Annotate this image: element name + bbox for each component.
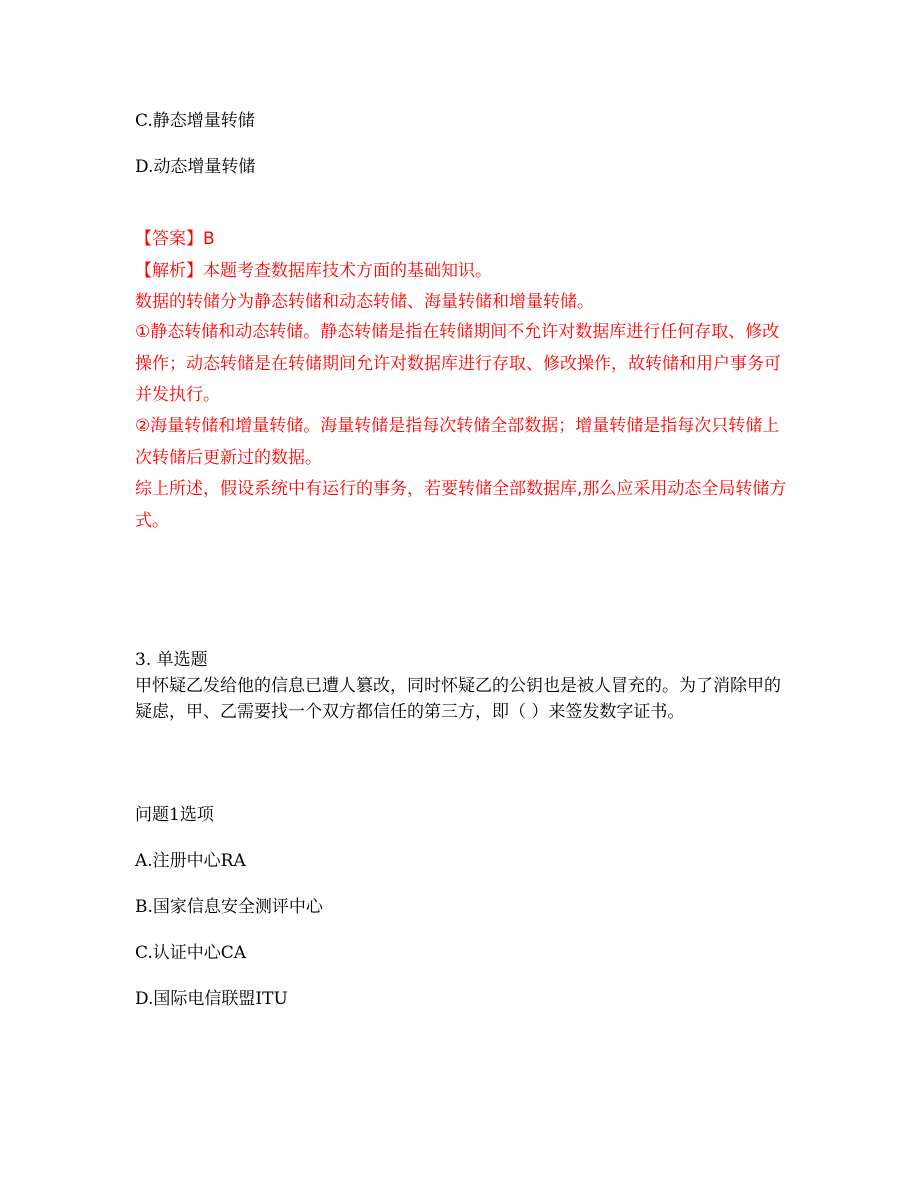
analysis-heading: 【解析】本题考查数据库技术方面的基础知识。 xyxy=(135,261,492,281)
analysis-paragraph-3: ②海量转储和增量转储。海量转储是指每次转储全部数据；增量转储是指每次只转储上次转储后更新过的数据。 xyxy=(135,416,780,468)
analysis-paragraph-4: 综上所述，假设系统中有运行的事务，若要转储全部数据库,那么应采用动态全局转储方式。 xyxy=(135,479,787,531)
question-stem: 甲怀疑乙发给他的信息已遭人篡改，同时怀疑乙的公钥也是被人冒充的。为了消除甲的疑虑，甲、乙需要找一个双方都信任的第三方，即（ ）来签发数字证书。 xyxy=(135,676,781,722)
options-label: 问题1选项 xyxy=(135,805,214,825)
prev-option-d: D.动态增量转储 xyxy=(135,157,256,177)
question-number-type: 3. 单选题 xyxy=(135,650,208,670)
option-b: B.国家信息安全测评中心 xyxy=(135,897,323,917)
option-c: C.认证中心CA xyxy=(135,943,247,963)
analysis-paragraph-1: 数据的转储分为静态转储和动态转储、海量转储和增量转储。 xyxy=(135,292,594,312)
option-a: A.注册中心RA xyxy=(135,851,246,871)
answer-label: 【答案】B xyxy=(135,229,215,249)
option-d: D.国际电信联盟ITU xyxy=(135,989,288,1009)
prev-option-c: C.静态增量转储 xyxy=(135,111,255,131)
analysis-paragraph-2: ①静态转储和动态转储。静态转储是指在转储期间不允许对数据库进行任何存取、修改操作；动态转储是在转储期间允许对数据库进行存取、修改操作，故转储和用户事务可并发执行。 xyxy=(135,322,781,405)
